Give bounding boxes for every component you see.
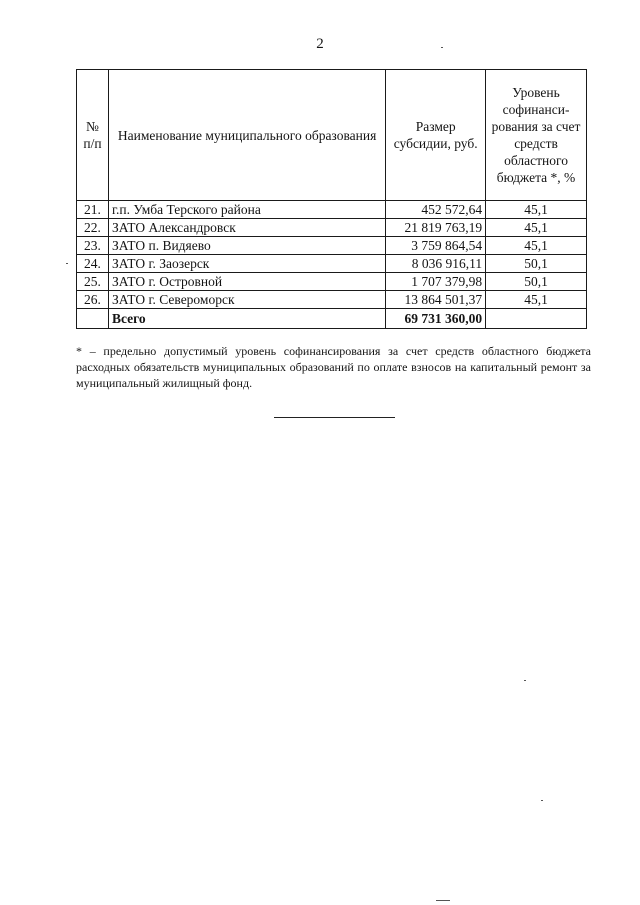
row-level: 45,1 xyxy=(486,291,587,309)
header-name: Наименование муниципального образования xyxy=(108,70,385,201)
header-amount: Размер субсидии, руб. xyxy=(386,70,486,201)
scan-speck xyxy=(441,47,443,48)
header-level: Уровень софинанси-рования за счет средств областного бюджета *, % xyxy=(486,70,587,201)
row-name: ЗАТО г. Североморск xyxy=(108,291,385,309)
table-row xyxy=(77,273,587,291)
row-name: ЗАТО п. Видяево xyxy=(108,237,385,255)
scan-speck xyxy=(541,800,543,801)
row-number: 21. xyxy=(77,201,109,219)
row-amount: 3 759 864,54 xyxy=(386,237,486,255)
row-level: 45,1 xyxy=(486,201,587,219)
total-number-cell xyxy=(77,309,109,329)
row-name: ЗАТО г. Островной xyxy=(108,273,385,291)
row-name: ЗАТО Александровск xyxy=(108,219,385,237)
total-label: Всего xyxy=(108,309,385,329)
row-level: 50,1 xyxy=(486,273,587,291)
scan-speck xyxy=(436,900,450,901)
page-number: 2 xyxy=(316,36,324,52)
row-number: 26. xyxy=(77,291,109,309)
row-amount: 13 864 501,37 xyxy=(386,291,486,309)
row-level: 45,1 xyxy=(486,219,587,237)
total-level-cell xyxy=(486,309,587,329)
table-row xyxy=(77,291,587,309)
row-amount: 1 707 379,98 xyxy=(386,273,486,291)
table-row xyxy=(77,201,587,219)
table-row xyxy=(77,255,587,273)
row-number: 23. xyxy=(77,237,109,255)
row-name: ЗАТО г. Заозерск xyxy=(108,255,385,273)
scan-speck xyxy=(524,680,526,681)
footnote: * – предельно допустимый уровень софинансирования за счет средств областного бюджета расходных обязательств муниципальных образований по оплате взносов на капитальный ремонт за муниципальный жилищный фонд. xyxy=(76,344,591,390)
row-name: г.п. Умба Терского района xyxy=(108,201,385,219)
table-row xyxy=(77,237,587,255)
row-number: 25. xyxy=(77,273,109,291)
header-number: № п/п xyxy=(77,70,109,201)
row-amount: 8 036 916,11 xyxy=(386,255,486,273)
total-row xyxy=(77,309,587,329)
total-amount: 69 731 360,00 xyxy=(386,309,486,329)
end-divider xyxy=(274,417,395,418)
row-level: 45,1 xyxy=(486,237,587,255)
row-amount: 21 819 763,19 xyxy=(386,219,486,237)
scan-speck xyxy=(66,263,68,264)
table-row xyxy=(77,219,587,237)
row-level: 50,1 xyxy=(486,255,587,273)
row-number: 24. xyxy=(77,255,109,273)
row-number: 22. xyxy=(77,219,109,237)
table-header-row xyxy=(77,70,587,201)
row-amount: 452 572,64 xyxy=(386,201,486,219)
subsidies-table xyxy=(76,69,587,329)
